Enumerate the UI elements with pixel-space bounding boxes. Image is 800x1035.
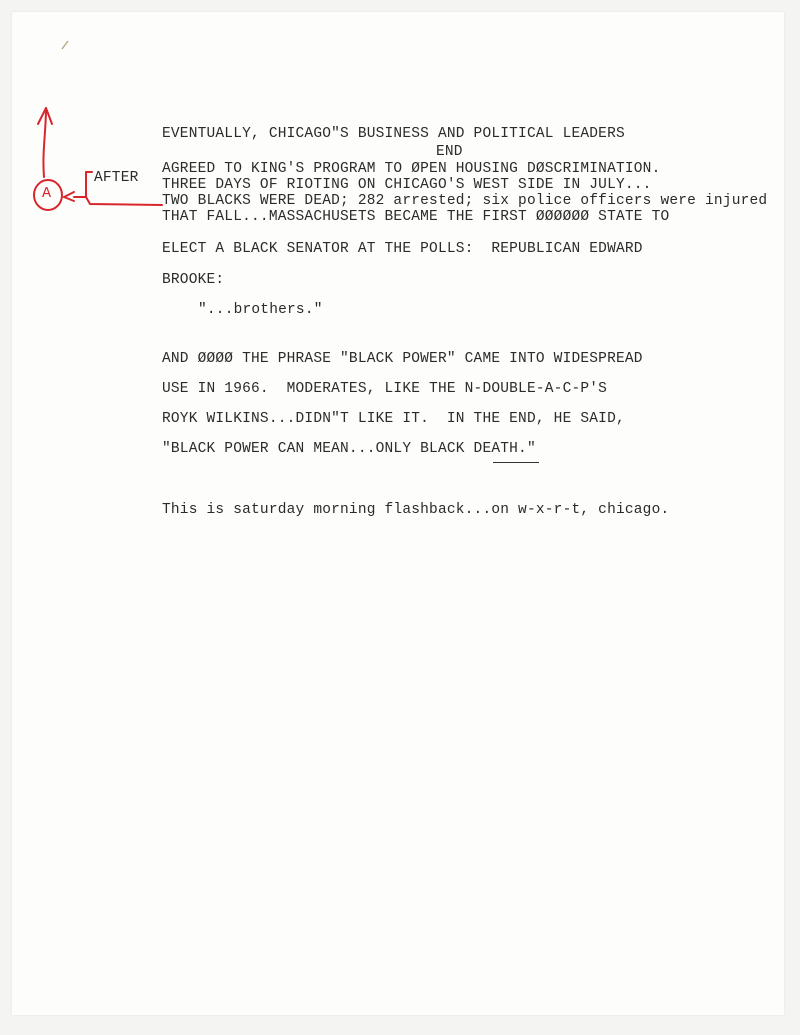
script-line-7: BROOKE: bbox=[162, 272, 225, 288]
death-underline bbox=[493, 462, 539, 463]
script-closing: This is saturday morning flashback...on w-x-r-t, chicago. bbox=[162, 502, 670, 518]
script-line-11: "BLACK POWER CAN MEAN...ONLY BLACK DEATH." bbox=[162, 441, 536, 457]
script-line-2: AGREED TO KING'S PROGRAM TO ØPEN HOUSING DØSCRIMINATION. bbox=[162, 161, 661, 177]
script-line-9: USE IN 1966. MODERATES, LIKE THE N-DOUBLE-A-C-P'S bbox=[162, 381, 608, 397]
script-line-5: THAT FALL...MASSACHUSETS BECAME THE FIRST ØØØØØØ STATE TO bbox=[162, 209, 670, 225]
script-line-8: AND ØØØØ THE PHRASE "BLACK POWER" CAME INTO WIDESPREAD bbox=[162, 351, 643, 367]
script-line-4: TWO BLACKS WERE DEAD; 282 arrested; six police officers were injured bbox=[162, 193, 768, 209]
script-insert-end: END bbox=[436, 144, 463, 160]
script-line-6: ELECT A BLACK SENATOR AT THE POLLS: REPUBLICAN EDWARD bbox=[162, 241, 643, 257]
script-line-1: EVENTUALLY, CHICAGO"S BUSINESS AND POLITICAL LEADERS bbox=[162, 126, 625, 142]
margin-note-after: AFTER bbox=[94, 170, 139, 186]
script-line-3: THREE DAYS OF RIOTING ON CHICAGO'S WEST SIDE IN JULY... bbox=[162, 177, 652, 193]
script-quote: "...brothers." bbox=[198, 302, 323, 318]
typewritten-page bbox=[12, 12, 784, 1015]
script-line-10: ROYK WILKINS...DIDN"T LIKE IT. IN THE END, HE SAID, bbox=[162, 411, 625, 427]
circle-letter: A bbox=[42, 185, 52, 202]
